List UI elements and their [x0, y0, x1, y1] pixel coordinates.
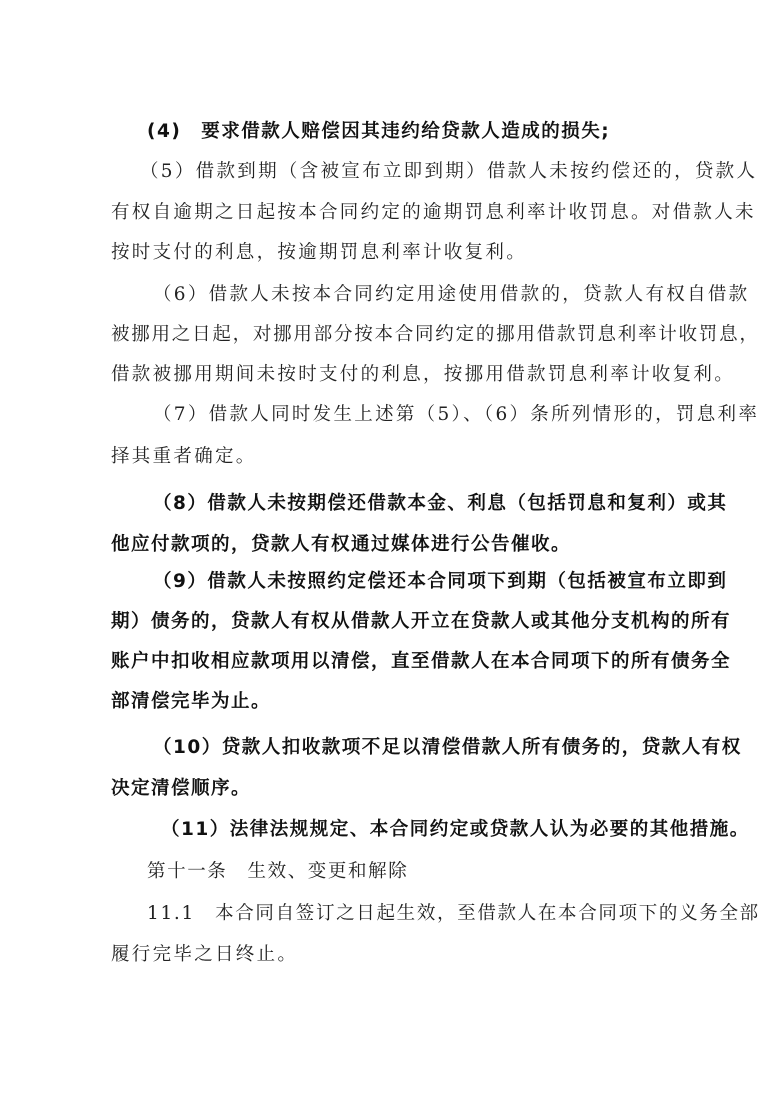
clause-8-line-2: 他应付款项的，贷款人有权通过媒体进行公告催收。 — [111, 534, 572, 555]
clause-4-line-1: (4) 要求借款人赔偿因其违约给贷款人造成的损失; — [147, 121, 611, 142]
clause-6-line-3: 借款被挪用期间未按时支付的利息，按挪用借款罚息利率计收复利。 — [111, 364, 736, 385]
section-11-1-line-2: 履行完毕之日终止。 — [111, 944, 299, 965]
clause-7-line-1: （7）借款人同时发生上述第（5）、（6）条所列情形的，罚息利率 — [153, 404, 760, 425]
clause-9-line-3: 账户中扣收相应款项用以清偿，直至借款人在本合同项下的所有债务全 — [111, 651, 732, 672]
clause-9-line-4: 部清偿完毕为止。 — [111, 691, 272, 712]
clause-6-line-2: 被挪用之日起，对挪用部分按本合同约定的挪用借款罚息利率计收罚息， — [111, 324, 760, 345]
clause-9-line-2: 期）债务的，贷款人有权从借款人开立在贷款人或其他分支机构的所有 — [111, 611, 732, 632]
clause-5-line-1: （5）借款到期（含被宣布立即到期）借款人未按约偿还的，贷款人 — [140, 161, 758, 182]
clause-6-line-1: （6）借款人未按本合同约定用途使用借款的，贷款人有权自借款 — [153, 284, 750, 305]
clause-10-line-2: 决定清偿顺序。 — [111, 778, 252, 799]
clause-5-line-3: 按时支付的利息，按逾期罚息利率计收复利。 — [111, 242, 528, 263]
section-11-1-line-1: 11.1 本合同自签订之日起生效，至借款人在本合同项下的义务全部 — [147, 903, 760, 924]
clause-8-line-1: （8）借款人未按期偿还借款本金、利息（包括罚息和复利）或其 — [153, 493, 728, 514]
clause-10-line-1: （10）贷款人扣收款项不足以清偿借款人所有债务的，贷款人有权 — [153, 737, 742, 758]
article-11-heading: 第十一条 生效、变更和解除 — [147, 861, 409, 882]
clause-7-line-2: 择其重者确定。 — [111, 446, 257, 467]
clause-9-line-1: （9）借款人未按照约定偿还本合同项下到期（包括被宣布立即到 — [153, 571, 728, 592]
clause-11-line-1: （11）法律法规规定、本合同约定或贷款人认为必要的其他措施。 — [161, 819, 750, 840]
clause-5-line-2: 有权自逾期之日起按本合同约定的逾期罚息利率计收罚息。对借款人未 — [111, 202, 756, 223]
